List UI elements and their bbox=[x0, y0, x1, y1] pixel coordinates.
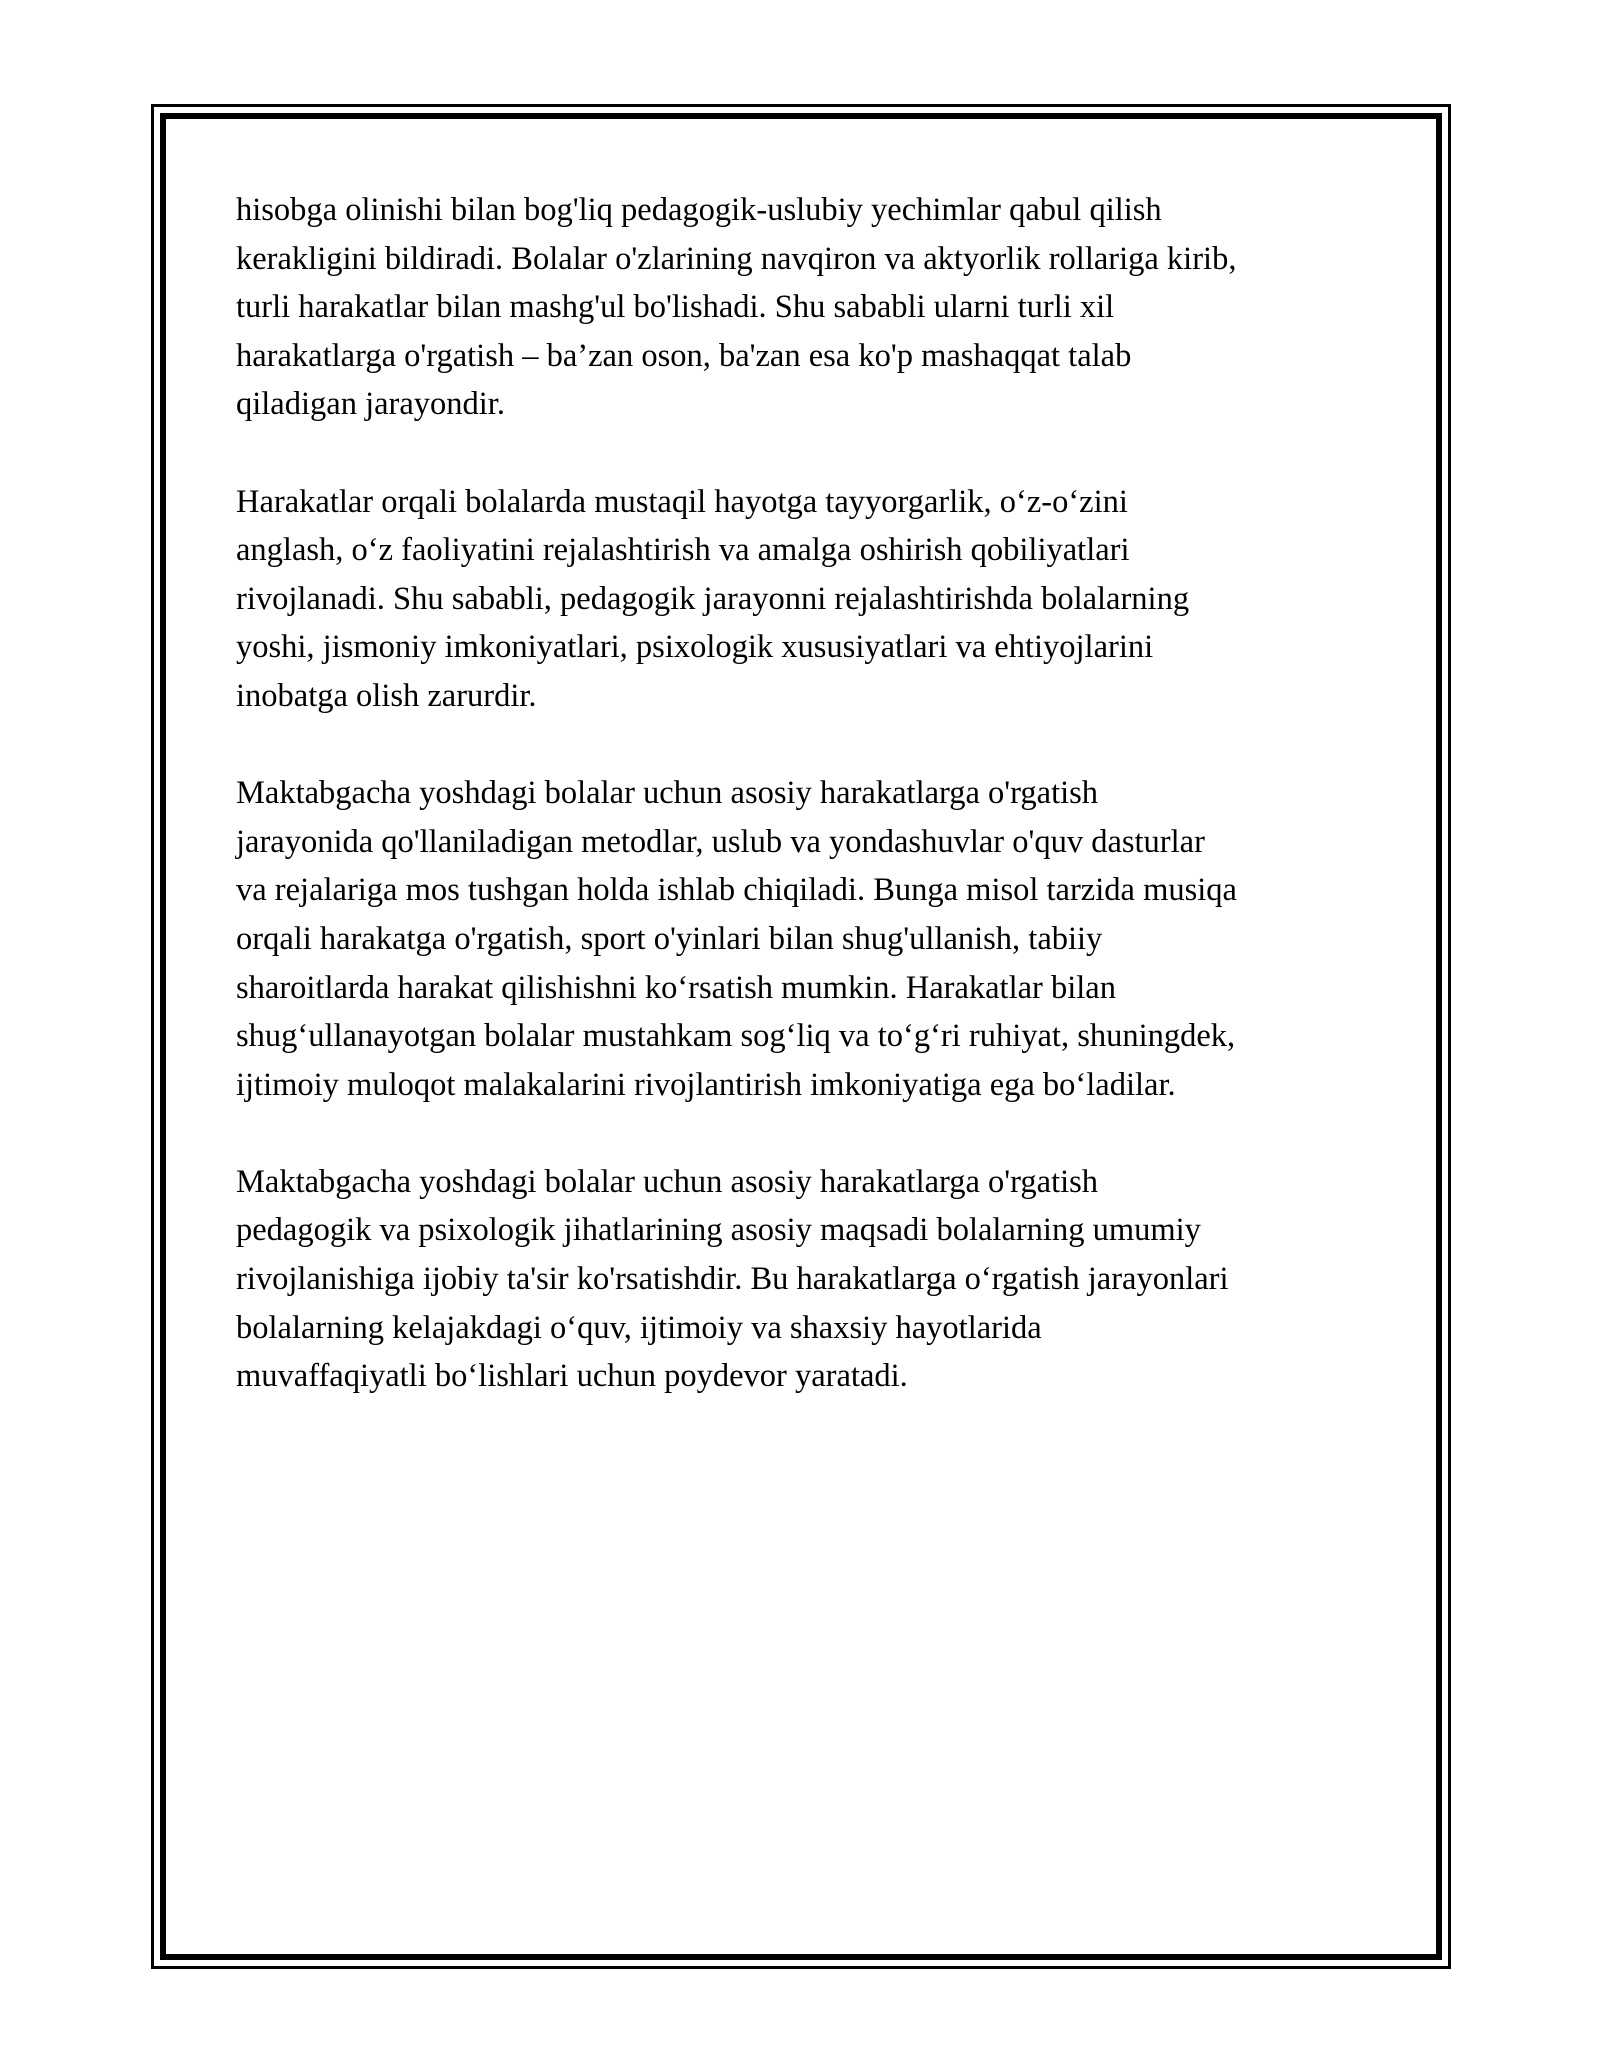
text-line: Maktabgacha yoshdagi bolalar uchun asosiy harakatlarga o'rgatish bbox=[236, 775, 1099, 812]
text-line: kerakligini bildiradi. Bolalar o'zlarining navqiron va aktyorlik rollariga kirib, bbox=[236, 240, 1237, 277]
text-line: bolalarning kelajakdagi o‘quv, ijtimoiy va shaxsiy hayotlarida bbox=[236, 1309, 1042, 1346]
paragraph-3 bbox=[236, 769, 1376, 1109]
text-line: Harakatlar orqali bolalarda mustaqil hayotga tayyorgarlik, o‘z-o‘zini bbox=[236, 483, 1128, 520]
text-line: anglash, o‘z faoliyatini rejalashtirish va amalga oshirish qobiliyatlari bbox=[236, 532, 1130, 569]
paragraph-2 bbox=[236, 478, 1376, 721]
text-line: orqali harakatga o'rgatish, sport o'yinlari bilan shug'ullanish, tabiiy bbox=[236, 920, 1103, 957]
text-line: yoshi, jismoniy imkoniyatlari, psixologik xususiyatlari va ehtiyojlarini bbox=[236, 629, 1154, 666]
text-line: turli harakatlar bilan mashg'ul bo'lishadi. Shu sababli ularni turli xil bbox=[236, 289, 1115, 326]
text-line: rivojlanishiga ijobiy ta'sir ko'rsatishdir. Bu harakatlarga o‘rgatish jarayonlari bbox=[236, 1261, 1229, 1298]
text-line: inobatga olish zarurdir. bbox=[236, 677, 537, 714]
text-line: rivojlanadi. Shu sababli, pedagogik jarayonni rejalashtirishda bolalarning bbox=[236, 580, 1190, 617]
text-line: va rejalariga mos tushgan holda ishlab chiqiladi. Bunga misol tarzida musiqa bbox=[236, 872, 1237, 909]
text-line: shug‘ullanayotgan bolalar mustahkam sog‘liq va to‘g‘ri ruhiyat, shuningdek, bbox=[236, 1018, 1236, 1055]
document-body bbox=[236, 186, 1376, 1449]
text-line: harakatlarga o'rgatish – ba’zan oson, ba'zan esa ko'p mashaqqat talab bbox=[236, 337, 1132, 374]
text-line: pedagogik va psixologik jihatlarining asosiy maqsadi bolalarning umumiy bbox=[236, 1212, 1201, 1249]
text-line: sharoitlarda harakat qilishishni ko‘rsatish mumkin. Harakatlar bilan bbox=[236, 969, 1116, 1006]
text-line: hisobga olinishi bilan bog'liq pedagogik-uslubiy yechimlar qabul qilish bbox=[236, 192, 1162, 228]
text-line: jarayonida qo'llaniladigan metodlar, uslub va yondashuvlar o'quv dasturlar bbox=[236, 823, 1205, 860]
paragraph-1 bbox=[236, 186, 1376, 429]
text-line: Maktabgacha yoshdagi bolalar uchun asosiy harakatlarga o'rgatish bbox=[236, 1163, 1099, 1200]
text-line: muvaffaqiyatli bo‘lishlari uchun poydevor yaratadi. bbox=[236, 1358, 908, 1395]
paragraph-4 bbox=[236, 1158, 1376, 1401]
text-line: qiladigan jarayondir. bbox=[236, 386, 505, 423]
text-line: ijtimoiy muloqot malakalarini rivojlantirish imkoniyatiga ega bo‘ladilar. bbox=[236, 1066, 1176, 1103]
